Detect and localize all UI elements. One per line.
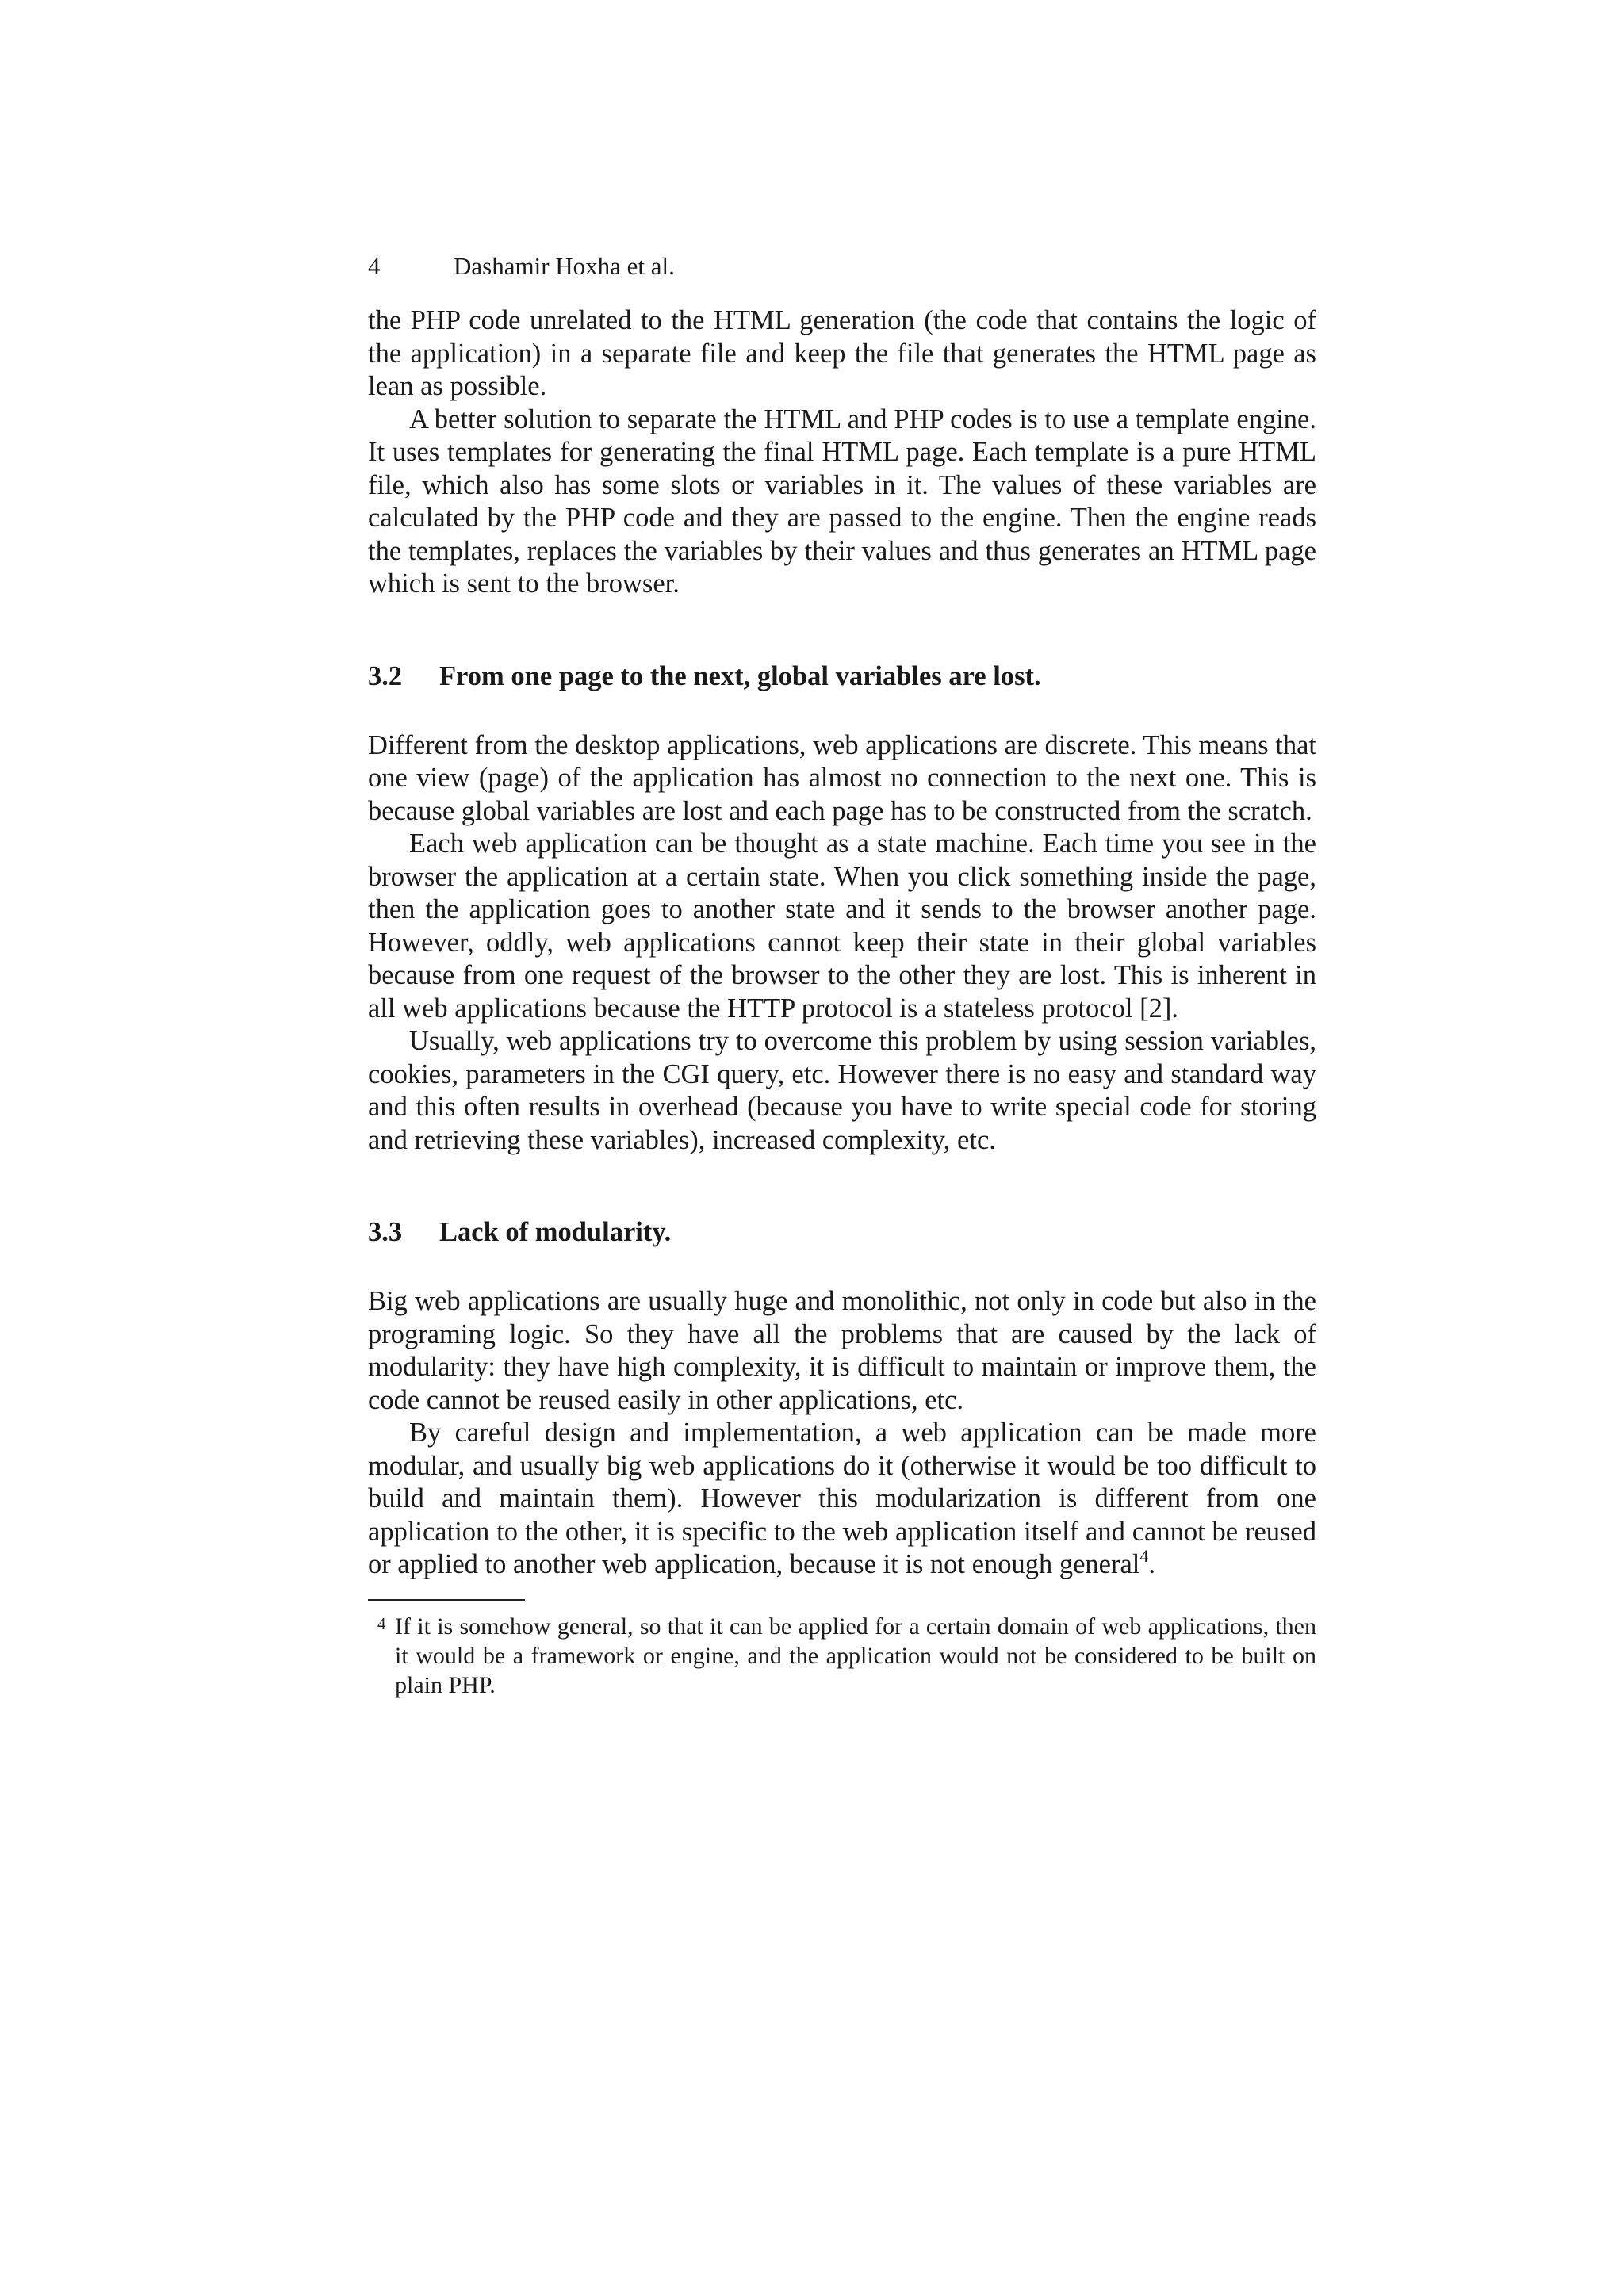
section-title: Lack of modularity. (439, 1217, 672, 1247)
paragraph: Different from the desktop applications, web applications are discrete. This means that one view (page) of the application has almost no connection to the next one. This is because global variables are lost and each page has to be constructed from the scratch. (368, 729, 1316, 826)
footnote-divider (368, 1599, 525, 1601)
paragraph (368, 1417, 1316, 1582)
footnote-mark: 4 (377, 1613, 386, 1633)
paragraph: Each web application can be thought as a state machine. Each time you see in the browser the application at a certain state. When you click something inside the page, then the application goes to another state and it sends to the browser another page. However, oddly, web applications cannot keep their state in their global variables because from one request of the browser to the other they are lost. This is inherent in all web applications because the HTTP protocol is a stateless protocol [2]. (368, 828, 1316, 1024)
section-heading-3-2 (368, 660, 1316, 693)
running-head-authors: Dashamir Hoxha et al. (454, 252, 675, 280)
section-heading-3-3 (368, 1215, 1316, 1249)
paragraph: Usually, web applications try to overcome this problem by using session variables, cookies, parameters in the CGI query, etc. However there is no easy and standard way and this often results in overhead (because you have to write special code for storing and retrieving these variables), increased complexity, etc. (368, 1026, 1316, 1155)
section-title: From one page to the next, global variables are lost. (439, 660, 1041, 691)
footnote-reference[interactable]: 4 (1139, 1546, 1149, 1566)
running-head (368, 251, 1316, 282)
paragraph-continued: the PHP code unrelated to the HTML generation (the code that contains the logic of the application) in a separate file and keep the file that generates the HTML page as lean as possible. (368, 305, 1316, 401)
paragraph-text: By careful design and implementation, a web application can be made more modular, and usually big web applications do it (otherwise it would be too difficult to build and maintain them). However this modularization is different from one application to the other, it is specific to the web application itself and cannot be reused or applied to another web application, because it is not enough general (368, 1418, 1316, 1579)
page-number: 4 (368, 252, 381, 280)
section-number: 3.3 (368, 1217, 403, 1247)
paragraph: Big web applications are usually huge and monolithic, not only in code but also in the programing logic. So they have all the problems that are caused by the lack of modularity: they have high complexity, it is difficult to maintain or improve them, the code cannot be reused easily in other applications, etc. (368, 1286, 1316, 1415)
paper-page (368, 251, 1316, 1700)
footnote (368, 1612, 1316, 1700)
section-number: 3.2 (368, 660, 403, 691)
paragraph-end: . (1148, 1549, 1155, 1579)
paragraph-template-engine: A better solution to separate the HTML and PHP codes is to use a template engine. It uses templates for generating the final HTML page. Each template is a pure HTML file, which also has some slots or variables in it. The values of these variables are calculated by the PHP code and they are passed to the engine. Then the engine reads the templates, replaces the variables by their values and thus generates an HTML page which is sent to the browser. (368, 404, 1316, 599)
footnote-text: If it is somehow general, so that it can be applied for a certain domain of web applications, then it would be a framework or engine, and the application would not be considered to be built on plain PHP. (395, 1613, 1316, 1698)
